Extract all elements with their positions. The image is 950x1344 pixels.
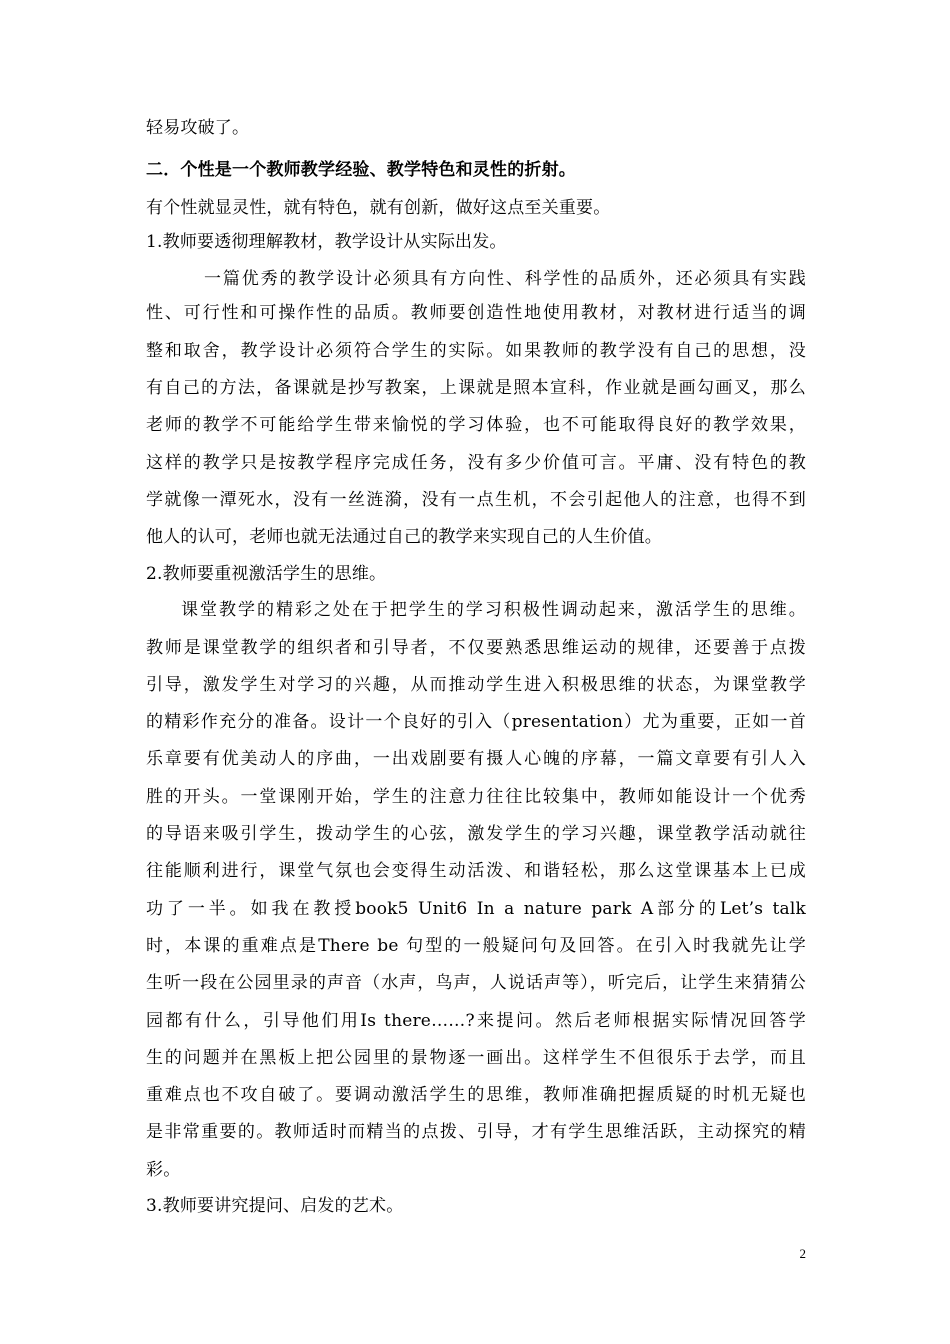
- text-line: 教师是课堂教学的组织者和引导者，不仅要熟悉思维运动的规律，还要善于点拨: [146, 638, 806, 658]
- text-line: 的精彩作充分的准备。设计一个良好的引入（presentation）尤为重要，正如一首: [146, 712, 806, 732]
- text-line: 有个性就显灵性，就有特色，就有创新，做好这点至关重要。: [146, 198, 611, 218]
- text-line: 是非常重要的。教师适时而精当的点拨、引导，才有学生思维活跃，主动探究的精: [146, 1122, 806, 1142]
- text-line: 生听一段在公园里录的声音（水声，鸟声，人说话声等），听完后，让学生来猜猜公: [146, 973, 806, 993]
- subheading: 3.教师要讲究提问、启发的艺术。: [146, 1196, 404, 1216]
- text-line: 乐章要有优美动人的序曲，一出戏剧要有摄人心魄的序幕，一篇文章要有引人入: [146, 749, 806, 769]
- page-number: 2: [799, 1246, 806, 1261]
- text-line: 胜的开头。一堂课刚开始，学生的注意力往往比较集中，教师如能设计一个优秀: [146, 787, 806, 807]
- text-line: 他人的认可，老师也就无法通过自己的教学来实现自己的人生价值。: [146, 527, 662, 547]
- text-line: 这样的教学只是按教学程序完成任务，没有多少价值可言。平庸、没有特色的教: [146, 453, 806, 473]
- text-line: 园都有什么，引导他们用Is there……?来提问。然后老师根据实际情况回答学: [146, 1011, 806, 1031]
- paragraph-first-line: 课堂教学的精彩之处在于把学生的学习积极性调动起来，激活学生的思维。: [181, 600, 806, 620]
- text-line: 往能顺利进行，课堂气氛也会变得生动活泼、和谐轻松，那么这堂课基本上已成: [146, 861, 806, 881]
- paragraph-first-line: 一篇优秀的教学设计必须具有方向性、科学性的品质外，还必须具有实践: [204, 269, 806, 289]
- text-line: 的导语来吸引学生，拨动学生的心弦，激发学生的学习兴趣，课堂教学活动就往: [146, 824, 806, 844]
- text-line: 重难点也不攻自破了。要调动激活学生的思维，教师准确把握质疑的时机无疑也: [146, 1085, 806, 1105]
- text-line: 生的问题并在黑板上把公园里的景物逐一画出。这样学生不但很乐于去学，而且: [146, 1048, 806, 1068]
- text-line: 性、可行性和可操作性的品质。教师要创造性地使用教材，对教材进行适当的调: [146, 303, 806, 323]
- text-line: 彩。: [146, 1160, 181, 1180]
- text-line: 老师的教学不可能给学生带来愉悦的学习体验，也不可能取得良好的教学效果，: [146, 415, 806, 435]
- text-line: 整和取舍，教学设计必须符合学生的实际。如果教师的教学没有自己的思想，没: [146, 341, 806, 361]
- section-heading: 二．个性是一个教师教学经验、教学特色和灵性的折射。: [146, 160, 576, 180]
- text-line: 轻易攻破了。: [146, 118, 250, 138]
- text-line: 引导，激发学生对学习的兴趣，从而推动学生进入积极思维的状态，为课堂教学: [146, 675, 806, 695]
- text-line: 功了一半。如我在教授book5 Unit6 In a nature park A部分的Let’s talk: [146, 899, 806, 919]
- text-line: 学就像一潭死水，没有一丝涟漪，没有一点生机，不会引起他人的注意，也得不到: [146, 490, 806, 510]
- text-line: 时，本课的重难点是There be 句型的一般疑问句及回答。在引入时我就先让学: [146, 936, 806, 956]
- text-line: 有自己的方法，备课就是抄写教案，上课就是照本宣科，作业就是画勾画叉，那么: [146, 378, 806, 398]
- subheading: 2.教师要重视激活学生的思维。: [146, 564, 387, 584]
- subheading: 1.教师要透彻理解教材，教学设计从实际出发。: [146, 232, 507, 252]
